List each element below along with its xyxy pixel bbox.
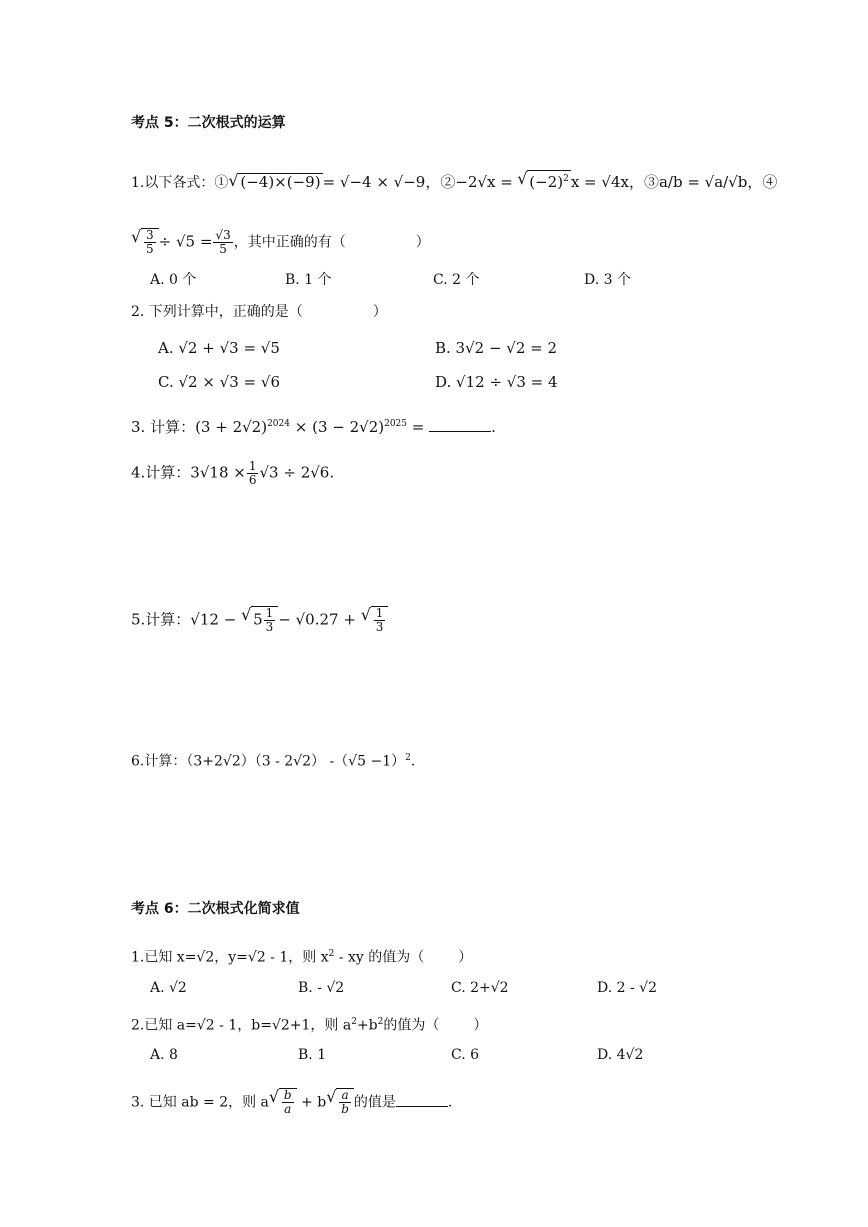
s5-q1-f4a: √ 3 xyxy=(146,228,154,242)
s5-q1-radical-2: √ $(-2)^2$ xyxy=(518,170,571,192)
s6-q2-plus: +b xyxy=(356,1017,378,1034)
s5-q2-option-a[interactable]: A. √2 + √3 = √5 xyxy=(158,339,280,357)
s6-q3-radical-1 xyxy=(270,1088,297,1116)
s5-q5-fn: 1 xyxy=(265,606,274,620)
s5-q1-line1 xyxy=(131,170,777,193)
s5-q6-end: . xyxy=(410,753,416,770)
s6-q1-option-c[interactable]: C. 2+√2 xyxy=(451,980,509,996)
s6-q3-f2d: b xyxy=(341,1102,349,1116)
s6-q3-radical-2 xyxy=(327,1088,354,1116)
s5-q1-intro: 1.以下各式：① xyxy=(131,175,229,191)
s5-q3-eq: = xyxy=(407,418,430,436)
s6-q2-tail: 的值为（ xyxy=(383,1017,440,1034)
s5-q1-line2 xyxy=(131,228,430,256)
s6-q1-exp: 2 xyxy=(328,949,335,959)
s5-q1-f4e: 5 xyxy=(219,242,227,256)
s5-q3-answer-blank[interactable] xyxy=(429,419,491,432)
s5-q1-f4d: √3 xyxy=(215,228,231,242)
s5-q3-exp1: 2024 xyxy=(267,419,290,429)
s5-q1-radical-4 xyxy=(132,228,159,256)
s5-q5-fd2: 3 xyxy=(375,620,384,634)
s5-q2-option-c[interactable]: C. √2 × √3 = √6 xyxy=(158,373,280,391)
s6-q1-tail: - xy 的值为（ xyxy=(334,949,425,966)
s6-q2-exp1: 2 xyxy=(351,1017,357,1027)
s6-q2-option-b[interactable]: B. 1 xyxy=(298,1047,327,1063)
s5-q2-option-b[interactable]: B. 3√2 − √2 = 2 xyxy=(435,339,558,357)
s5-q1-option-a[interactable]: A. 0 个 xyxy=(150,272,197,288)
s5-q5-fd: 3 xyxy=(265,620,274,634)
s6-q2-option-a[interactable]: A. 8 xyxy=(150,1047,178,1063)
s5-q2-stem-line xyxy=(131,302,387,322)
s5-q1-f2b: x = √4x，③ xyxy=(570,173,659,191)
s5-q5-line xyxy=(131,606,388,634)
s5-q1-close: ） xyxy=(415,234,430,251)
s5-q1-tail: ，其中正确的有（ xyxy=(233,234,346,251)
s5-q4-tail: √3 ÷ 2√6. xyxy=(259,463,335,482)
s5-q1-f1: (−4)×(−9) xyxy=(240,173,321,191)
s5-q4-stem: 4.计算：3√18 × xyxy=(131,463,246,482)
s5-q5-mid: 5 xyxy=(253,610,263,629)
s5-q3-mid: × (3 − 2√2) xyxy=(289,418,385,436)
section-6-title: 考点 6：二次根式化简求值 xyxy=(131,901,300,917)
s5-q1-f4c: ÷ √5 = xyxy=(158,232,213,251)
s5-q5-radical-1 xyxy=(242,606,278,634)
s6-q1-option-b[interactable]: B. - √2 xyxy=(298,980,345,996)
s6-q3-f2n: √ a xyxy=(339,1089,351,1103)
s6-q3-end: . xyxy=(447,1094,453,1111)
s5-q1-option-c[interactable]: C. 2 个 xyxy=(433,272,480,288)
s6-q3-plus: + b xyxy=(296,1094,327,1111)
s6-q2-option-d[interactable]: D. 4√2 xyxy=(597,1047,644,1063)
s6-q3-f1n: √ b xyxy=(283,1088,292,1102)
s5-q4-frac-d: 6 xyxy=(248,473,257,487)
s5-q2-close: ） xyxy=(372,304,387,320)
s5-q3-end: . xyxy=(491,418,496,436)
s5-q1-f2: (−2) xyxy=(529,173,564,191)
s5-q6-exp: 2 xyxy=(405,753,411,763)
s5-q1-f3: a/b = √a/√b，④ xyxy=(658,173,778,191)
s6-q3-f1d: a xyxy=(284,1102,292,1116)
s5-q3-exp2: 2025 xyxy=(384,419,407,429)
s5-q1-option-d[interactable]: D. 3 个 xyxy=(584,272,631,288)
s5-q5-stem: 5.计算：√12 − xyxy=(131,610,237,629)
s6-q3-tail: 的值是 xyxy=(353,1094,396,1111)
section-5-title: 考点 5：二次根式的运算 xyxy=(131,115,286,131)
s6-q1-option-d[interactable]: D. 2 - √2 xyxy=(597,980,657,996)
s5-q2-option-d[interactable]: D. √12 ÷ √3 = 4 xyxy=(435,373,558,391)
s6-q2-exp2: 2 xyxy=(377,1017,384,1027)
s6-q2-option-c[interactable]: C. 6 xyxy=(451,1047,480,1063)
s5-q2-stem: 2. 下列计算中，正确的是（ xyxy=(131,304,303,320)
s6-q2-line xyxy=(131,1012,487,1036)
s6-q3-line xyxy=(131,1088,452,1116)
s5-q1-radical-1 xyxy=(229,172,322,192)
s5-q5-fn2: √ 1 xyxy=(375,606,384,620)
s5-q1-option-b[interactable]: B. 1 个 xyxy=(285,272,332,288)
s5-q5-tail: − √0.27 + xyxy=(278,610,356,629)
s6-q1-close: ） xyxy=(458,949,473,966)
s6-q1-line xyxy=(131,944,472,968)
s5-q4-line xyxy=(131,460,334,487)
s5-q1-f1b: = √−4 × √−9，②−2√x = xyxy=(322,173,513,191)
s6-q2-stem: 2.已知 a=√2 - 1，b=√2+1，则 a xyxy=(131,1017,352,1034)
s5-q6-line xyxy=(131,748,415,772)
s5-q5-radical-2 xyxy=(362,606,389,634)
s5-q4-frac-n: 1 xyxy=(248,459,257,473)
s5-q6-stem: 6.计算：（3+2√2）（3 - 2√2） -（√5 −1） xyxy=(131,753,406,770)
s6-q3-stem: 3. 已知 ab = 2，则 a xyxy=(131,1094,269,1111)
s6-q1-stem: 1.已知 x=√2，y=√2 - 1，则 x xyxy=(131,949,329,966)
s6-q1-option-a[interactable]: A. √2 xyxy=(150,980,187,996)
s6-q2-close: ） xyxy=(473,1017,488,1034)
s5-q1-f4b: 5 xyxy=(146,242,154,256)
s5-q3-stem: 3. 计算：(3 + 2√2) xyxy=(131,418,268,436)
s6-q3-answer-blank[interactable] xyxy=(396,1094,448,1107)
s5-q3-line xyxy=(131,414,496,437)
